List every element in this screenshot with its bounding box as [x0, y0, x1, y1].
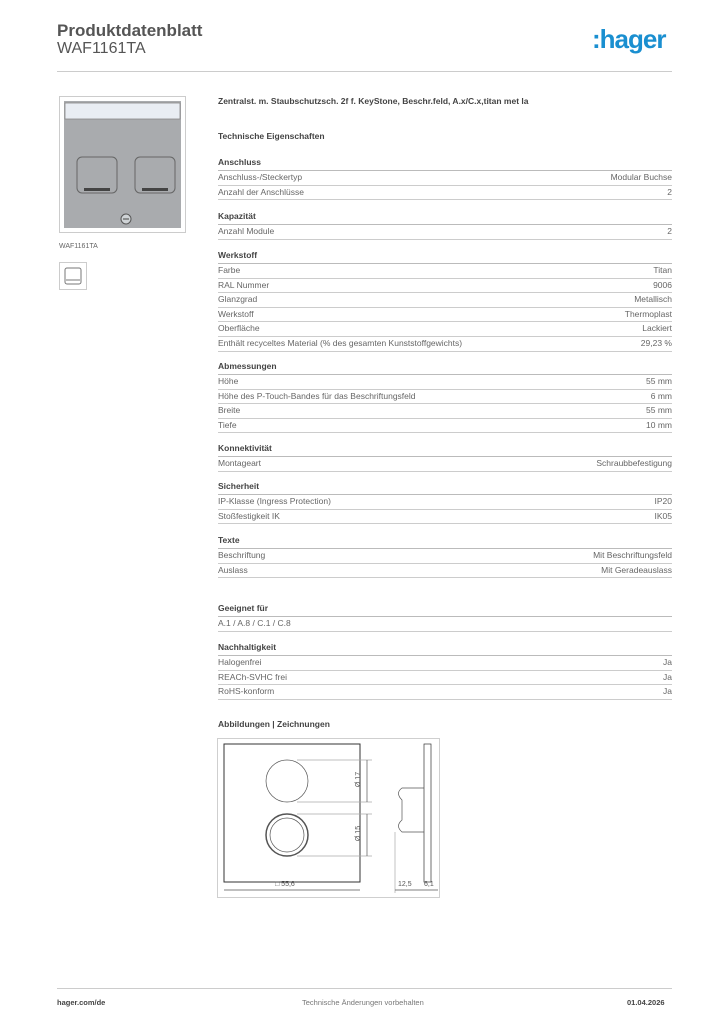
product-image: [59, 96, 186, 233]
property-row: [218, 337, 672, 352]
hager-logo: :hager: [592, 24, 666, 54]
property-row: [218, 457, 672, 472]
property-row: [218, 279, 672, 294]
property-row: [218, 617, 672, 632]
property-value: Mit Beschriftungsfeld: [593, 550, 672, 560]
dim-depth2: 6,1: [424, 881, 434, 888]
property-row: [218, 510, 672, 525]
property-row: [218, 375, 672, 390]
property-label: Breite: [218, 405, 241, 416]
property-value: Schraubbefestigung: [596, 458, 672, 468]
section-title: Werkstoff: [218, 249, 672, 264]
property-label: Stoßfestigkeit IK: [218, 510, 280, 521]
product-thumbnail[interactable]: [59, 262, 87, 290]
property-row: [218, 549, 672, 564]
property-row: [218, 656, 672, 671]
property-value: Metallisch: [634, 294, 672, 305]
property-value: Ja: [663, 657, 672, 667]
property-row: [218, 171, 672, 186]
property-value: 9006: [653, 279, 672, 290]
property-label: REACh-SVHC frei: [218, 671, 287, 682]
product-code: WAF1161TA: [57, 40, 146, 57]
figures-title: Abbildungen | Zeichnungen: [218, 719, 330, 729]
property-row: [218, 225, 672, 240]
property-label: RAL Nummer: [218, 279, 270, 290]
property-row: [218, 671, 672, 686]
property-label: Beschriftung: [218, 550, 266, 560]
property-label: Montageart: [218, 458, 261, 468]
property-value: Lackiert: [642, 323, 672, 334]
page-title: Produktdatenblatt: [57, 21, 203, 40]
dim-depth1: 12,5: [398, 881, 412, 888]
property-label: Halogenfrei: [218, 657, 262, 667]
property-label: Glanzgrad: [218, 294, 258, 305]
section-title: Kapazität: [218, 210, 672, 225]
property-value: 55 mm: [646, 376, 672, 386]
header-divider: [57, 71, 672, 72]
section-title: Nachhaltigkeit: [218, 641, 672, 656]
section-4: [218, 442, 672, 472]
property-value: 2: [667, 226, 672, 236]
technical-drawing: [217, 738, 440, 898]
property-value: Titan: [653, 265, 672, 275]
footer-date: 01.04.2026: [627, 998, 665, 1007]
property-label: Höhe des P-Touch-Bandes für das Beschriftungsfeld: [218, 390, 416, 401]
section-1: [218, 210, 672, 240]
section-0: [218, 156, 672, 200]
property-value: 55 mm: [646, 405, 672, 416]
property-label: A.1 / A.8 / C.1 / C.8: [218, 618, 291, 628]
property-value: Thermoplast: [624, 308, 672, 319]
dim-width: □ 55,6: [275, 881, 295, 888]
property-label: Tiefe: [218, 419, 237, 430]
property-label: Werkstoff: [218, 308, 254, 319]
section-3: [218, 360, 672, 433]
property-row: [218, 322, 672, 337]
property-value: Ja: [663, 686, 672, 697]
property-label: IP-Klasse (Ingress Protection): [218, 496, 331, 506]
property-value: IK05: [654, 510, 672, 521]
property-value: 10 mm: [646, 419, 672, 430]
property-label: Anzahl der Anschlüsse: [218, 186, 304, 197]
property-label: RoHS-konform: [218, 686, 275, 697]
section-title: Anschluss: [218, 156, 672, 171]
tech-properties-title: Technische Eigenschaften: [218, 131, 325, 141]
property-row: [218, 264, 672, 279]
property-value: Mit Geradeauslass: [601, 564, 672, 575]
section-6: [218, 534, 672, 578]
dim-d1: Ø 17: [355, 771, 363, 788]
footer-website[interactable]: hager.com/de: [57, 998, 106, 1007]
property-value: 6 mm: [650, 390, 672, 401]
property-value: IP20: [654, 496, 672, 506]
dim-d2: Ø 15: [355, 825, 363, 842]
property-label: Auslass: [218, 564, 248, 575]
section-5: [218, 480, 672, 524]
section-7: [218, 602, 672, 632]
footer-disclaimer: Technische Änderungen vorbehalten: [302, 998, 424, 1007]
property-row: [218, 293, 672, 308]
property-value: Modular Buchse: [610, 172, 672, 182]
property-value: 2: [667, 186, 672, 197]
property-row: [218, 419, 672, 434]
property-value: Ja: [663, 671, 672, 682]
property-row: [218, 404, 672, 419]
property-label: Oberfläche: [218, 323, 260, 334]
product-image-label: WAF1161TA: [59, 243, 98, 250]
property-row: [218, 685, 672, 700]
section-title: Geeignet für: [218, 602, 672, 617]
section-2: [218, 249, 672, 352]
section-title: Sicherheit: [218, 480, 672, 495]
property-row: [218, 564, 672, 579]
section-8: [218, 641, 672, 700]
property-value: 29,23 %: [640, 337, 672, 348]
property-label: Höhe: [218, 376, 239, 386]
property-row: [218, 186, 672, 201]
property-label: Enthält recyceltes Material (% des gesamten Kunststoffgewichts): [218, 337, 463, 348]
section-title: Abmessungen: [218, 360, 672, 375]
property-row: [218, 390, 672, 405]
property-label: Anzahl Module: [218, 226, 275, 236]
footer-divider: [57, 988, 672, 989]
section-title: Texte: [218, 534, 672, 549]
property-label: Farbe: [218, 265, 241, 275]
product-description: Zentralst. m. Staubschutzsch. 2f f. KeyStone, Beschr.feld, A.x/C.x,titan met la: [218, 96, 529, 106]
property-row: [218, 308, 672, 323]
property-label: Anschluss-/Steckertyp: [218, 172, 303, 182]
section-title: Konnektivität: [218, 442, 672, 457]
property-row: [218, 495, 672, 510]
